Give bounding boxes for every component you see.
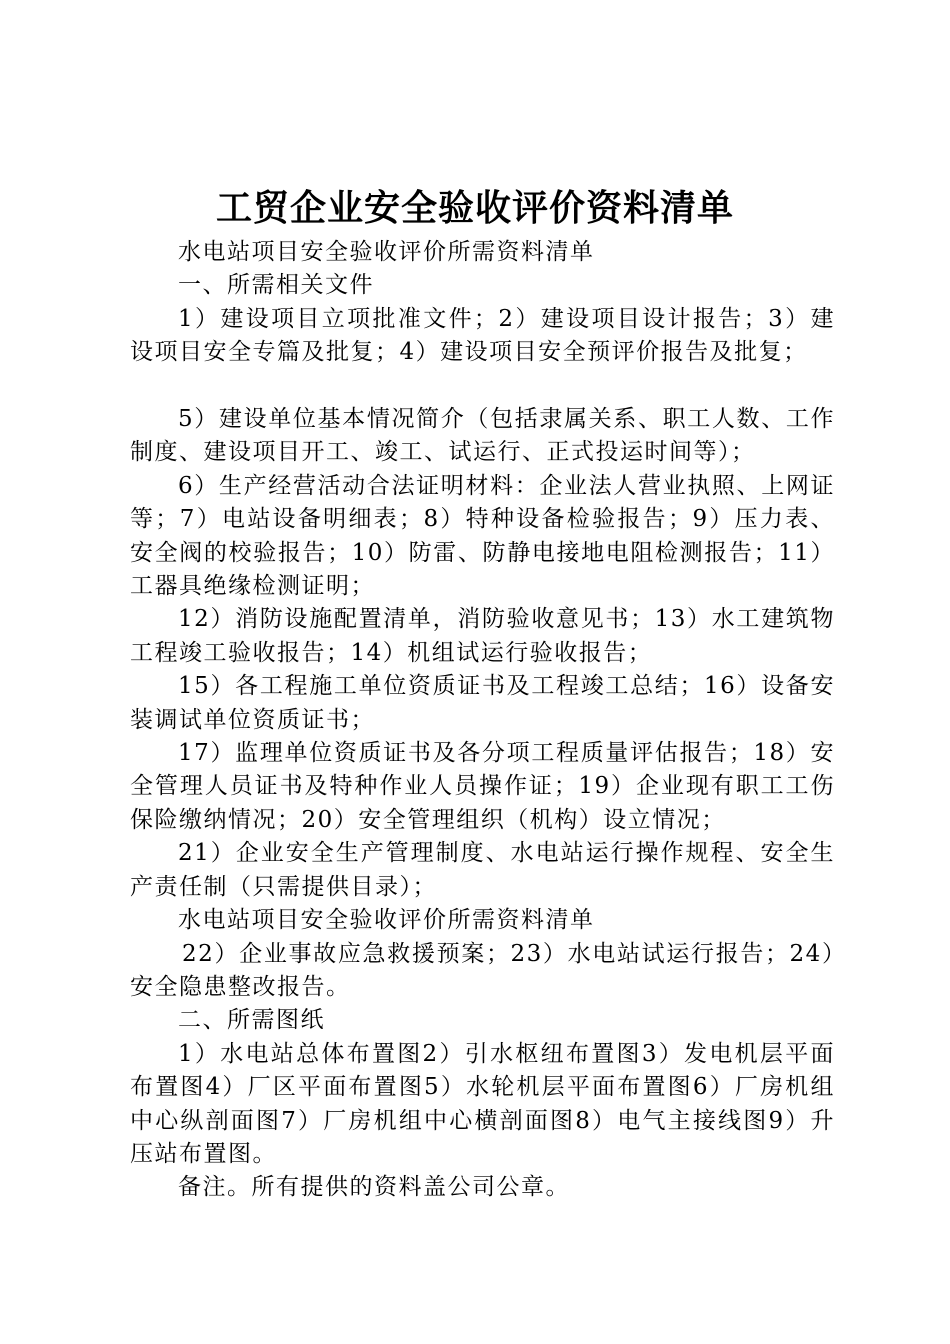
list-paragraph: 1）水电站总体布置图2）引水枢纽布置图3）发电机层平面布置图4）厂区平面布置图5）水轮机层平面布置图6）厂房机组中心纵剖面图7）厂房机组中心横剖面图8）电气主接线图9）升压站布置图。	[130, 1040, 835, 1167]
section-heading-drawings: 二、所需图纸	[178, 1007, 325, 1034]
list-paragraph: 12）消防设施配置清单，消防验收意见书；13）水工建筑物工程竣工验收报告；14）机组试运行验收报告；	[130, 606, 835, 666]
list-paragraph: 21）企业安全生产管理制度、水电站运行操作规程、安全生产责任制（只需提供目录）；	[130, 840, 835, 900]
blank-line	[130, 370, 835, 403]
list-paragraph: 6）生产经营活动合法证明材料：企业法人营业执照、上网证等；7）电站设备明细表；8）特种设备检验报告；9）压力表、安全阀的校验报告；10）防雷、防静电接地电阻检测报告；11）工器具绝缘检测证明；	[130, 472, 835, 600]
list-paragraph: 15）各工程施工单位资质证书及工程竣工总结；16）设备安装调试单位资质证书；	[130, 673, 835, 733]
note-paragraph: 备注。所有提供的资料盖公司公章。	[178, 1174, 570, 1201]
list-paragraph: 1）建设项目立项批准文件；2）建设项目设计报告；3）建设项目安全专篇及批复；4）建设项目安全预评价报告及批复；	[130, 305, 835, 366]
list-paragraph: 22）企业事故应急救援预案；23）水电站试运行报告；24）安全隐患整改报告。	[130, 940, 835, 1000]
document-body	[130, 236, 835, 1205]
list-paragraph: 17）监理单位资质证书及各分项工程质量评估报告；18）安全管理人员证书及特种作业人员操作证；19）企业现有职工工伤保险缴纳情况；20）安全管理组织（机构）设立情况；	[130, 740, 835, 833]
list-paragraph: 5）建设单位基本情况简介（包括隶属关系、职工人数、工作制度、建设项目开工、竣工、试运行、正式投运时间等）；	[130, 406, 835, 466]
section-heading-files: 一、所需相关文件	[178, 272, 374, 299]
section-subtitle: 水电站项目安全验收评价所需资料清单	[178, 239, 595, 265]
section-subtitle-repeat: 水电站项目安全验收评价所需资料清单	[178, 907, 595, 934]
document-title: 工贸企业安全验收评价资料清单	[215, 188, 734, 229]
